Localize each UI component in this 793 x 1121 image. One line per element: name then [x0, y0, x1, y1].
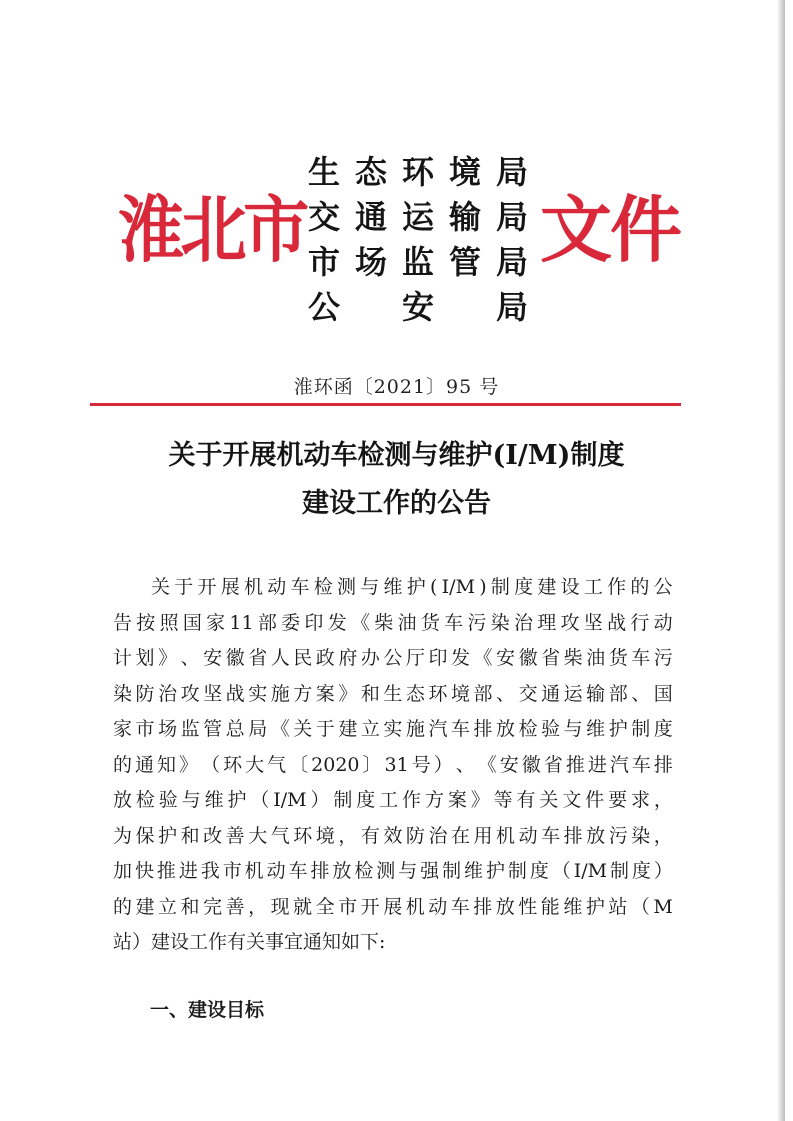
title-line-1: 关于开展机动车检测与维护(I/M)制度: [168, 440, 625, 471]
section-heading: 一、建设目标: [150, 999, 265, 1021]
page-edge-shadow: [777, 0, 785, 1121]
red-divider-line: [90, 403, 681, 406]
body-line: 告 按 照 国 家 11 部 委 印 发 《 柴 油 货 车 污 染 治 理 攻 坚 战 行 动: [113, 611, 673, 634]
document-word: 文件: [540, 188, 681, 272]
body-line: 为 保 护 和 改 善 大 气 环 境 ， 有 效 防 治 在 用 机 动 车 排 放 污 染 ，: [113, 824, 673, 847]
body-line: 计 划 》 、 安 徽 省 人 民 政 府 办 公 厅 印 发 《 安 徽 省 柴 油 货 车 污: [113, 647, 673, 669]
bureau-public-security: 公 安 局: [308, 288, 529, 326]
document-title: [0, 432, 793, 528]
issuing-city: 淮北市: [118, 188, 306, 272]
body-line: 加 快 推 进 我 市 机 动 车 排 放 检 测 与 强 制 维 护 制 度 （ I/M 制 度 ）: [113, 860, 673, 882]
body-line: 关 于 开 展 机 动 车 检 测 与 维 护 ( I/M ) 制 度 建 设 工 作 的 公: [151, 576, 673, 598]
body-line: 的 建 立 和 完 善 ， 现 就 全 市 开 展 机 动 车 排 放 性 能 维 护 站 （ M: [113, 895, 673, 918]
bureau-list: [308, 150, 528, 330]
bureau-transport: 交 通 运 输 局: [308, 198, 529, 236]
body-line: 站）建设工作有关事宜通知如下:: [113, 931, 386, 953]
body-line: 染 防 治 攻 坚 战 实 施 方 案 》 和 生 态 环 境 部 、 交 通 运 输 部 、 国: [113, 682, 673, 705]
body-line: 家 市 场 监 管 总 局 《 关 于 建 立 实 施 汽 车 排 放 检 验 与 维 护 制 度: [113, 718, 673, 740]
bureau-ecology-environment: 生 态 环 境 局: [308, 153, 529, 191]
body-line: 的 通 知 》 （ 环 大 气 〔 2020 〕 31 号 ） 、 《 安 徽 省 推 进 汽 车 排: [113, 753, 673, 776]
title-line-2: 建设工作的公告: [302, 488, 491, 519]
bureau-market-regulation: 市 场 监 管 局: [308, 243, 529, 281]
body-paragraph: [113, 570, 673, 961]
document-number: 淮环函〔2021〕95 号: [293, 376, 500, 398]
body-line: 放 检 验 与 维 护 （ I/M ） 制 度 工 作 方 案 》 等 有 关 文 件 要 求 ，: [113, 789, 673, 811]
document-header: [100, 150, 681, 326]
